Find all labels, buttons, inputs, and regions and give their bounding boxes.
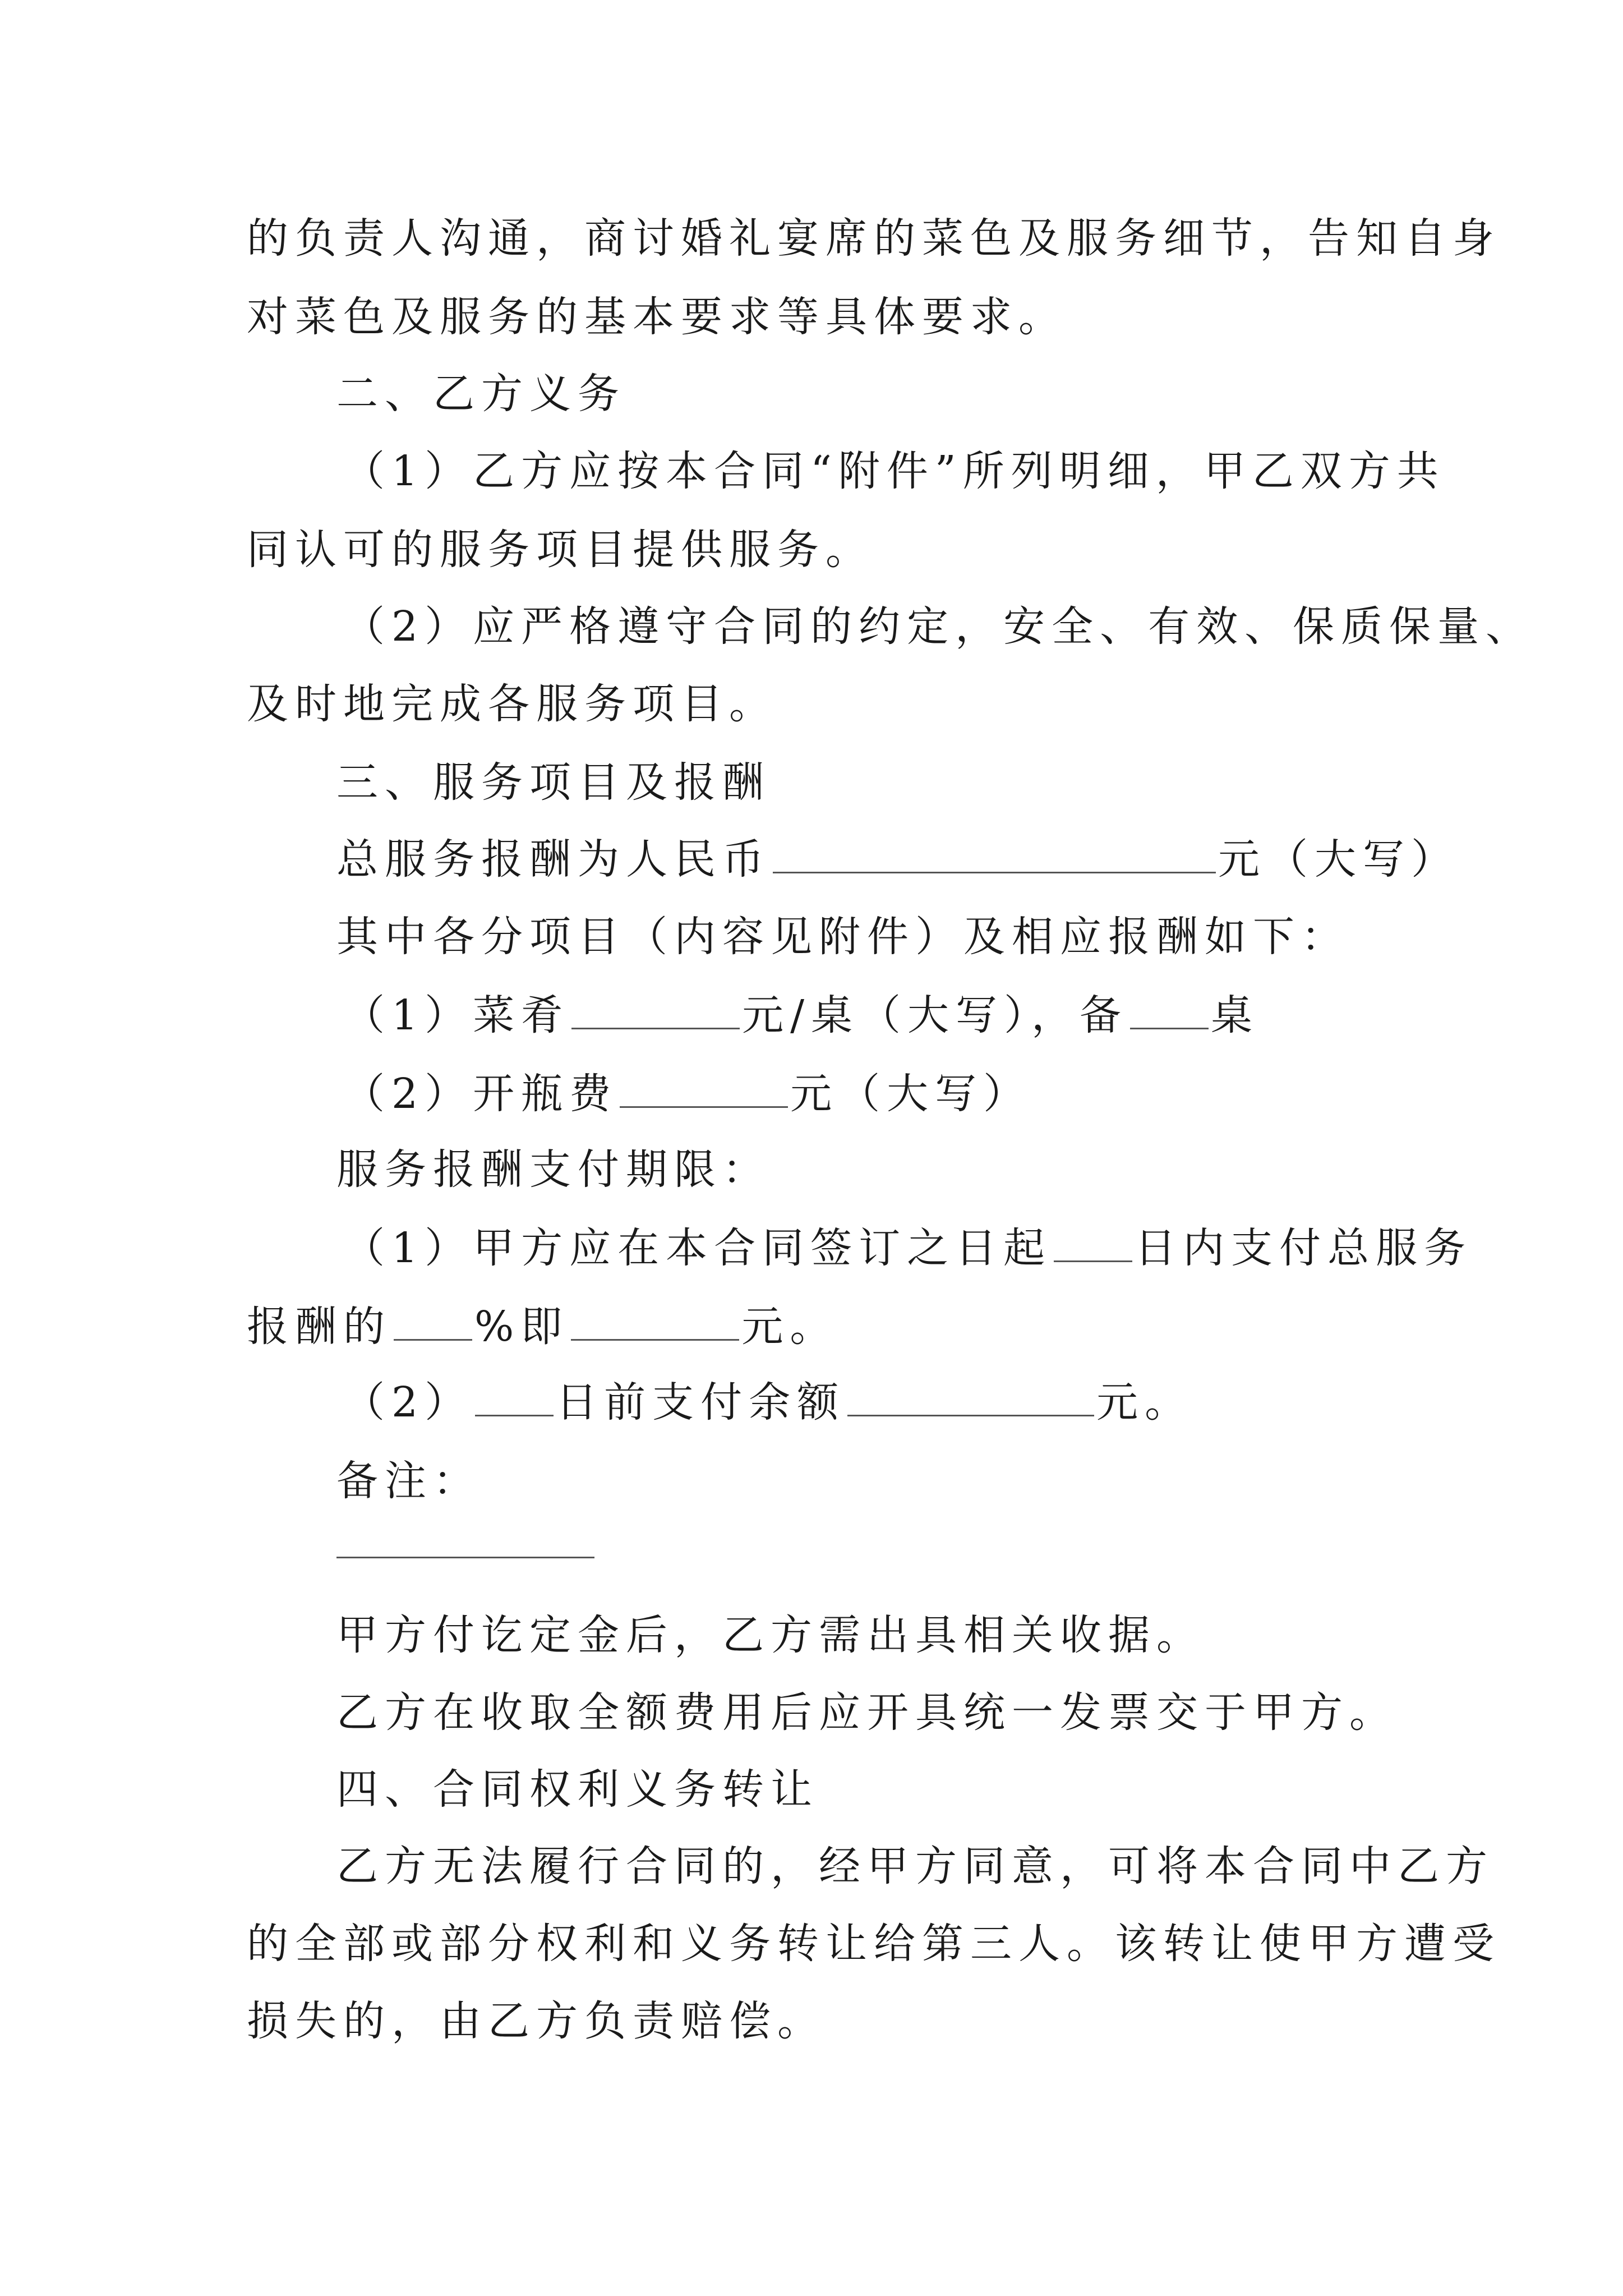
text: 甲方付讫定金后，乙方需出具相关收据。: [336, 1611, 1205, 1659]
paragraph-line: [336, 1139, 771, 1200]
paragraph-line: [247, 286, 1067, 348]
paragraph-line: [336, 1835, 1494, 1897]
section-heading-3: [336, 752, 771, 813]
text: （1）甲方应在本合同签订之日起: [343, 1224, 1052, 1272]
text: 元（大写）: [1218, 835, 1459, 884]
payment-line-1: [343, 1217, 1472, 1279]
text: 元。: [1096, 1378, 1193, 1427]
corkage-fee-line: [343, 1063, 1031, 1125]
text: （1）乙方应按本合同“附件”所列明细，甲乙双方共: [343, 447, 1445, 495]
text: 及时地完成各服务项目。: [247, 680, 777, 728]
note-underline: [336, 1557, 594, 1558]
text: 总服务报酬为人民币: [336, 835, 771, 884]
text: 元（大写）: [790, 1070, 1032, 1118]
text: 乙方无法履行合同的，经甲方同意，可将本合同中乙方: [336, 1842, 1494, 1890]
text: 乙方在收取全额费用后应开具统一发票交于甲方。: [336, 1688, 1398, 1737]
text: %即: [474, 1303, 569, 1351]
paragraph-line: [247, 519, 874, 581]
text: 备注：: [336, 1457, 481, 1505]
text: （2）开瓶费: [343, 1070, 618, 1118]
paragraph-line: [336, 1604, 1205, 1666]
paragraph-line: [343, 596, 1534, 657]
paragraph-line: [247, 673, 777, 735]
amount-blank: [571, 1303, 739, 1341]
total-fee-line: [336, 829, 1459, 890]
text: （2）应严格遵守合同的约定，安全、有效、保质保量、: [343, 602, 1534, 651]
text: 对菜色及服务的基本要求等具体要求。: [247, 293, 1067, 341]
table-count-blank: [1130, 992, 1209, 1029]
date-blank: [475, 1379, 554, 1416]
section-heading-2: [336, 363, 626, 425]
paragraph-line: [336, 1682, 1398, 1743]
paragraph-line: [247, 1913, 1501, 1975]
text: 元。: [741, 1303, 838, 1351]
text: 损失的，由乙方负责赔偿。: [247, 1997, 826, 2045]
text: 其中各分项目（内容见附件）及相应报酬如下：: [336, 913, 1349, 961]
text: （1）菜肴: [343, 991, 570, 1039]
text: 的全部或部分权利和义务转让给第三人。该转让使甲方遭受: [247, 1920, 1501, 1968]
text: 四、合同权利义务转让: [336, 1765, 819, 1814]
dish-fee-line: [343, 984, 1259, 1046]
paragraph-line: [247, 208, 1501, 269]
text: 服务报酬支付期限：: [336, 1145, 771, 1194]
paragraph-line: [247, 1990, 826, 2052]
text: 三、服务项目及报酬: [336, 758, 771, 807]
text: 同认可的服务项目提供服务。: [247, 526, 874, 574]
corkage-amount-blank: [620, 1070, 788, 1108]
payment-line-1-cont: [247, 1296, 838, 1358]
paragraph-line: [343, 440, 1445, 502]
text: 的负责人沟通，商讨婚礼宴席的菜色及服务细节，告知自身: [247, 214, 1501, 263]
paragraph-line: [336, 906, 1349, 968]
text: （2）: [343, 1378, 473, 1427]
section-heading-4: [336, 1759, 819, 1820]
text: 元/桌（大写），备: [742, 991, 1128, 1039]
total-amount-blank: [773, 836, 1216, 873]
percent-blank: [394, 1303, 472, 1341]
text: 二、乙方义务: [336, 370, 626, 418]
days-blank: [1054, 1225, 1132, 1262]
note-label: [336, 1450, 481, 1512]
text: 日内支付总服务: [1135, 1224, 1473, 1272]
balance-blank: [847, 1379, 1094, 1416]
payment-line-2: [343, 1372, 1193, 1433]
text: 桌: [1211, 991, 1260, 1039]
text: 日前支付余额: [556, 1378, 846, 1427]
text: 报酬的: [247, 1303, 391, 1351]
dish-price-blank: [571, 992, 740, 1029]
